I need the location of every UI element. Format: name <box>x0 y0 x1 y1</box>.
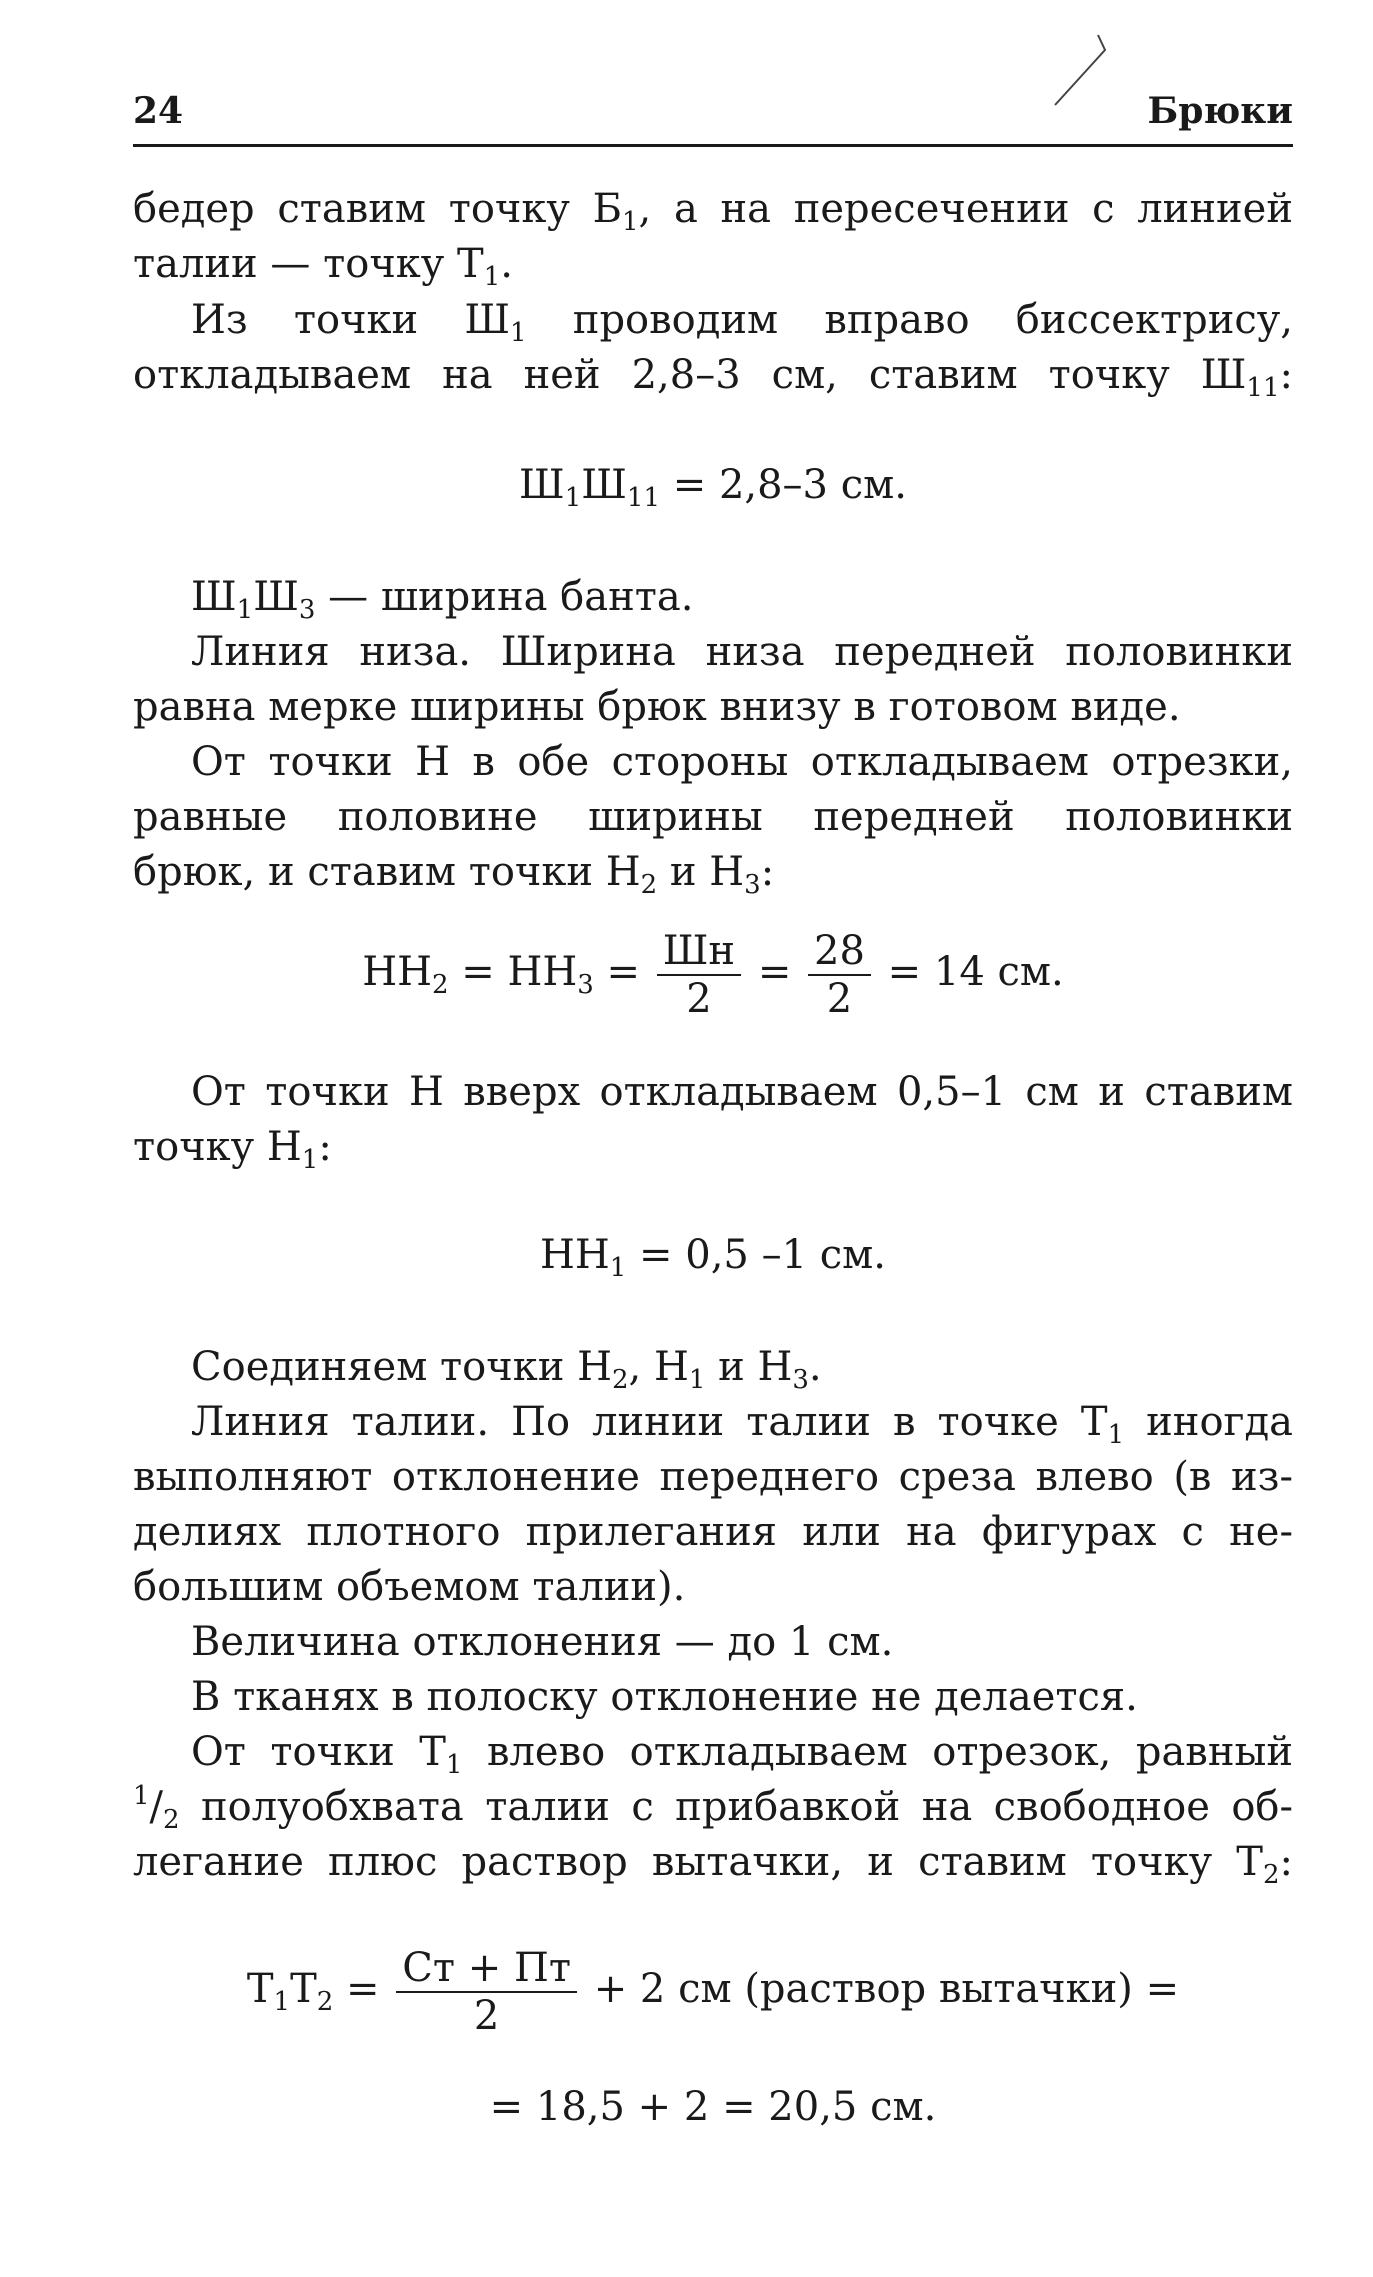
paragraph-7 <box>133 1340 1293 1395</box>
paragraph-10-line-1: В тканях в полоску отклонение не делается. <box>191 1674 1138 1720</box>
paragraph-8-line-3: делиях плотного прилегания или на фигурах с не- <box>133 1509 1293 1555</box>
paragraph-11-line-2: $^1/_2$ полуобхвата талии с прибавкой на свободное об- <box>133 1781 1293 1835</box>
paragraph-8-line-4: большим объемом талии). <box>133 1564 686 1610</box>
paragraph-9 <box>133 1615 1293 1670</box>
page-number: 24 <box>133 90 184 132</box>
paragraph-8-line-2: выполняют отклонение переднего среза влево (в из- <box>133 1454 1293 1500</box>
paragraph-8-line-1: Линия талии. По линии талии в точке $Т_1$ иногда <box>191 1399 1293 1450</box>
paragraph-2-line-1: Из точки $Ш_1$ проводим вправо биссектрису, <box>191 297 1294 348</box>
running-title: Брюки <box>1147 90 1293 132</box>
paragraph-6-line-1: От точки Н вверх откладываем 0,5–1 см и ставим <box>191 1069 1293 1115</box>
paragraph-5-line-1: От точки Н в обе стороны откладываем отрезки, <box>191 739 1293 785</box>
formula-result: = 18,5 + 2 = 20,5 см. <box>489 2084 937 2130</box>
fraction-st-pt-over-2: $\frac{Ст + Пт}{2}$ <box>396 1945 577 2039</box>
formula-hh2-hh3: $НН_2 = НН_3$ = $\frac{Шн}{2}$ = $\frac{28}{2}$ = 14 см. <box>362 928 1064 1022</box>
fraction-shn-over-2: $\frac{Шн}{2}$ <box>657 928 741 1022</box>
paragraph-3-line-1: $Ш_1Ш_3$ — ширина банта. <box>191 574 694 625</box>
paragraph-11-line-3: легание плюс раствор вытачки, и ставим точку $Т_2$: <box>133 1839 1293 1890</box>
fraction-28-over-2: $\frac{28}{2}$ <box>808 928 871 1022</box>
page-header <box>133 88 1293 147</box>
paragraph-11 <box>133 1725 1293 1890</box>
paragraph-5-line-2: равные половине ширины передней половинки <box>133 794 1293 840</box>
paragraph-4-line-1: Линия низа. Ширина низа передней половинки <box>191 629 1293 675</box>
paragraph-1-line-1: бедер ставим точку $Б_1$, а на пересечении с линией <box>133 186 1293 237</box>
paragraph-10 <box>133 1670 1293 1725</box>
paragraph-4 <box>133 625 1293 735</box>
paragraph-5-line-3: брюк, и ставим точки $Н_2$ и $Н_3$: <box>133 849 775 900</box>
paragraph-2 <box>133 293 1293 403</box>
paragraph-9-line-1: Величина отклонения — до 1 см. <box>191 1619 894 1665</box>
paragraph-2-line-2: откладываем на ней 2,8–3 см, ставим точку $Ш_{11}$: <box>133 352 1293 403</box>
paragraph-11-line-1: От точки $Т_1$ влево откладываем отрезок, равный <box>191 1729 1293 1780</box>
paragraph-3 <box>133 570 1293 625</box>
paragraph-1 <box>133 182 1293 292</box>
formula-hh1: $НН_1 = 0,5$ –1 см. <box>540 1232 886 1283</box>
formula-sh1-sh11: $Ш_1Ш_{11} = 2,8-3$ см. <box>519 462 907 513</box>
paragraph-7-line-1: Соединяем точки $Н_2$, $Н_1$ и $Н_3$. <box>191 1344 822 1395</box>
paragraph-6 <box>133 1065 1293 1175</box>
paragraph-6-line-2: точку $Н_1$: <box>133 1124 332 1175</box>
paragraph-8 <box>133 1395 1293 1615</box>
paragraph-1-line-2: талии — точку $Т_1$. <box>133 241 513 292</box>
paragraph-4-line-2: равна мерке ширины брюк внизу в готовом виде. <box>133 684 1181 730</box>
formula-t1t2: $Т_1Т_2$ = $\frac{Ст + Пт}{2}$ + 2 см (раствор вытачки) = <box>246 1945 1180 2039</box>
paragraph-5 <box>133 735 1293 900</box>
